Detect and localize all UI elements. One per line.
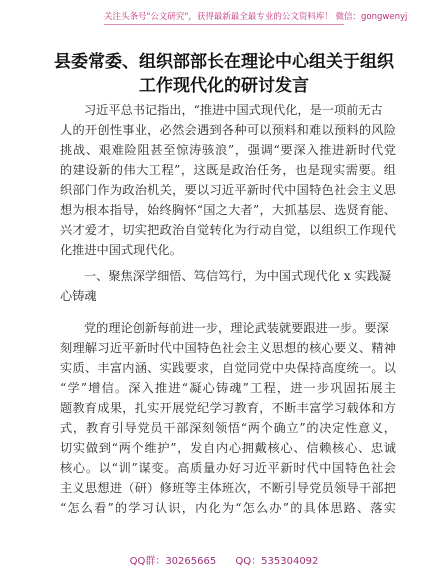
footer-contact <box>0 552 448 567</box>
paragraph-line: 兴才爱才，切实把政治自觉转化为行动自觉，以组织工作现代 <box>60 223 396 237</box>
paragraph-line: 实质、丰富内涵、实践要求，自觉同党中央保持高度统一。以 <box>60 361 396 375</box>
paragraph-line: 核心。以“训”谋变。高质量办好习近平新时代中国特色社会 <box>60 461 396 475</box>
paragraph-line: “怎么看”的学习认识，内化为“怎么办”的具体思路、落实 <box>60 501 396 515</box>
paragraph-line: 挑战、艰难险阻甚至惊涛骇浪”，强调“要深入推进新时代党 <box>60 143 396 157</box>
banner-divider <box>104 24 344 25</box>
title-line-2: 工作现代化的研讨发言 <box>139 76 309 96</box>
banner-text: 关注头条号"公文研究"，获得最新最全最专业的公文资料库！ 微信：gongwenyj <box>104 12 408 22</box>
document-title <box>0 50 448 98</box>
footer-qq: QQ：535304092 <box>235 556 319 567</box>
section-heading-line: 心铸魂 <box>60 289 97 303</box>
paragraph-line: 题教育成果，扎实开展党纪学习教育，不断丰富学习载体和方 <box>60 401 396 415</box>
paragraph-line: 党的理论创新每前进一步，理论武装就要跟进一步。要深 <box>84 321 389 335</box>
paragraph-line: “学”增信。深入推进“凝心铸魂”工程，进一步巩固拓展主 <box>60 381 396 395</box>
paragraph-line: 人的开创性事业，必然会遇到各种可以预料和难以预料的风险 <box>60 123 396 137</box>
paragraph-line: 切实做到“两个维护”，发自内心拥戴核心、信赖核心、忠诚 <box>60 441 396 455</box>
paragraph-line: 主义思想进（研）修班等主体班次，不断引导党员领导干部把 <box>60 481 396 495</box>
paragraph-line: 织部门作为政治机关，要以习近平新时代中国特色社会主义思 <box>60 183 396 197</box>
paragraph-line: 习近平总书记指出，“推进中国式现代化，是一项前无古 <box>84 103 383 117</box>
paragraph-line: 刻理解习近平新时代中国特色社会主义思想的核心要义、精神 <box>60 341 396 355</box>
title-line-1: 县委常委、组织部部长在理论中心组关于组织 <box>54 52 394 72</box>
section-heading-line: 一、聚焦深学细悟、笃信笃行，为中国式现代化 x 实践凝 <box>84 269 392 283</box>
paragraph-line: 式，教育引导党员干部深刻领悟“两个确立”的决定性意义， <box>60 421 396 435</box>
top-banner <box>0 0 448 40</box>
paragraph-line: 的建设新的伟大工程”，这既是政治任务，也是现实需要。组 <box>60 163 396 177</box>
footer-qq-group: QQ群：30265665 <box>129 556 217 567</box>
paragraph-line: 想为根本指导，始终胸怀“国之大者”，大抓基层、选贤育能、 <box>60 203 396 217</box>
paragraph-line: 化推进中国式现代化。 <box>60 243 182 257</box>
